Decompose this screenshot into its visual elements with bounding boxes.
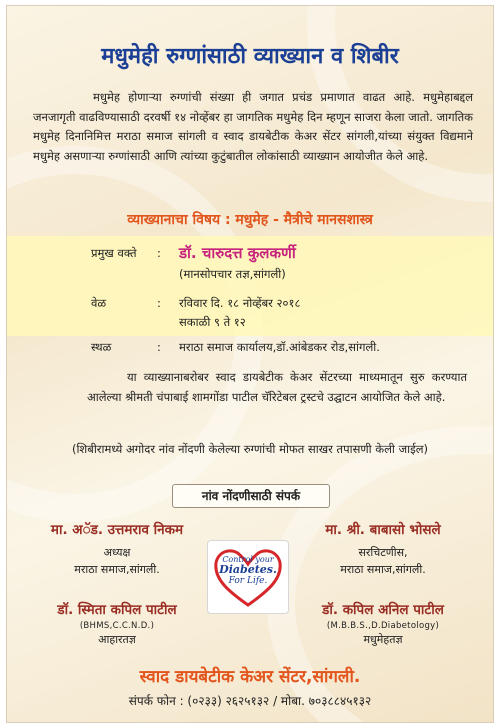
lecture-details-box — [7, 236, 493, 336]
logo-line: For Life. — [228, 576, 268, 586]
contact-person — [17, 600, 217, 648]
event-place: मराठा समाज कार्यालय,डॉ.आंबेडकर रोड,सांगली. — [179, 340, 380, 354]
contact-name: डॉ. स्मिता कपिल पाटील — [57, 602, 177, 618]
place-label: स्थळ — [91, 340, 112, 354]
contact-organization: मराठा समाज,सांगली. — [74, 563, 160, 576]
logo-line: Control your — [222, 555, 274, 564]
time-label: वेळ — [91, 296, 107, 310]
lecture-subject: व्याख्यानाचा विषय : मधुमेह - मैत्रीचे मानसशास्त्र — [127, 212, 373, 228]
contact-person — [283, 520, 483, 578]
speaker-label: प्रमुख वक्ते — [91, 246, 137, 260]
contact-role: मधुमेहतज्ञ — [363, 633, 403, 646]
contact-qualification: (BHMS,C.C.N.D.) — [79, 621, 155, 631]
diabetes-logo — [207, 540, 289, 614]
trust-inauguration-note: या व्याख्यानाबरोबर स्वाद डायबेटीक केअर सेंटरच्या माध्यमातून सुरु करण्यात आलेल्या श्रीमती चंपाबाई शामगोंडा पाटील चॅरिटेबल ट्रस्टचे उद्घाटन आयोजित केले आहे. — [87, 370, 467, 404]
free-sugar-test-note: (शिबीरामध्ये अगोदर नांव नोंदणी केलेल्या रुग्णांची मोफत साखर तपासणी केली जाईल) — [71, 442, 429, 456]
registration-contact-heading: नांव नोंदणीसाठी संपर्क — [172, 484, 330, 508]
contact-person — [17, 520, 217, 578]
contact-phone: संपर्क फोन : (०२३३) २६२५१३२ / मोबा. ७०३८८४५१३२ — [128, 694, 372, 708]
event-time: सकाळी ९ ते १२ — [179, 315, 246, 329]
contact-designation: सरचिटणीस, — [358, 546, 408, 559]
logo-text — [208, 555, 288, 586]
contact-person — [283, 600, 483, 648]
invitation-card — [6, 5, 494, 723]
speaker-description: (मानसोपचार तज्ञ,सांगली) — [179, 267, 286, 281]
contact-role: आहारतज्ञ — [98, 633, 136, 646]
time-colon: : — [157, 296, 161, 310]
contact-organization: मराठा समाज,सांगली. — [340, 563, 426, 576]
contact-name: मा. अॅड. उत्तमराव निकम — [50, 522, 184, 538]
logo-line: Diabetes. — [219, 563, 277, 576]
contact-name: डॉ. कपिल अनिल पाटील — [322, 602, 444, 618]
contact-qualification: (M.B.B.S.,D.Diabetology) — [326, 621, 440, 631]
intro-paragraph: मधुमेह होणाऱ्या रुग्णांची संख्या ही जगात प्रचंड प्रमाणात वाढत आहे. मधुमेहाबद्दल जनजागृती वाढविण्यासाठी दरवर्षी १४ नोव्हेंबर हा जागतिक मधुमेह दिन म्हणून साजरा केला जातो. जागतिक मधुमेह दिनानिमित्त मराठा समाज सांगली व स्वाद डायबेटीक केअर सेंटर सांगली,यांच्या संयुक्त विद्यमाने मधुमेह असणाऱ्या रुग्णांसाठी आणि त्यांच्या कुटुंबातील लोकांसाठी व्याख्यान आयोजीत केले आहे. — [33, 90, 473, 163]
organization-name: स्वाद डायबेटीक केअर सेंटर,सांगली. — [139, 667, 361, 687]
speaker-name: डॉ. चारुदत्त कुलकर्णी — [179, 244, 296, 262]
contact-designation: अध्यक्ष — [103, 546, 131, 559]
place-colon: : — [157, 340, 161, 354]
speaker-colon: : — [157, 246, 161, 260]
contact-name: मा. श्री. बाबासो भोसले — [325, 522, 441, 538]
page-title: मधुमेही रुग्णांसाठी व्याख्यान व शिबीर — [101, 44, 399, 69]
event-date: रविवार दि. १८ नोव्हेंबर २०१८ — [179, 296, 301, 310]
